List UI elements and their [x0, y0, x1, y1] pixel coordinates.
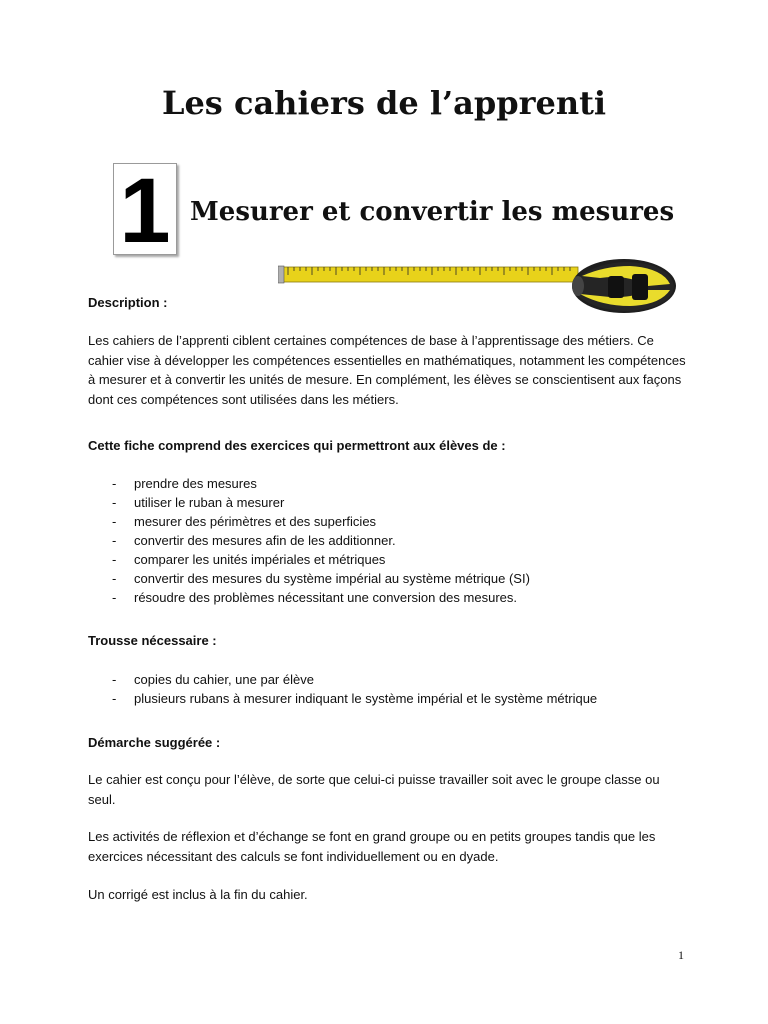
list-item: - mesurer des périmètres et des superficies: [112, 514, 377, 529]
list-item: - utiliser le ruban à mesurer: [112, 495, 285, 510]
objectives-label: Cette fiche comprend des exercices qui permettront aux élèves de :: [88, 438, 506, 453]
description-label: Description :: [88, 295, 168, 310]
list-item: - comparer les unités impériales et métriques: [112, 552, 386, 567]
list-item: - convertir des mesures du système impérial au système métrique (SI): [112, 571, 530, 586]
objectives-list: [88, 474, 530, 607]
kit-list: [88, 670, 597, 708]
approach-label: Démarche suggérée :: [88, 735, 221, 750]
list-item: - résoudre des problèmes nécessitant une conversion des mesures.: [112, 590, 517, 605]
list-item: - prendre des mesures: [112, 476, 257, 491]
chapter-number: 1: [119, 160, 171, 262]
list-item: - convertir des mesures afin de les additionner.: [112, 533, 396, 548]
chapter-title: Mesurer et convertir les mesures: [190, 197, 675, 227]
tape-measure-icon: [278, 256, 678, 314]
kit-label: Trousse nécessaire :: [88, 633, 217, 648]
page-number: 1: [678, 948, 684, 962]
description-text: Les cahiers de l’apprenti ciblent certaines compétences de base à l’apprentissage des métiers. Ce cahier vise à développer les compétences essentielles en mathématiques, notamment les compétences à mesurer et à convertir les unités de mesure. En complément, les élèves se conscientisent aux façons dont ces compétences sont utilisées dans les métiers.: [88, 333, 686, 407]
list-item: - copies du cahier, une par élève: [112, 672, 314, 687]
chapter-number-box: [113, 160, 177, 262]
approach-paragraph: Le cahier est conçu pour l’élève, de sorte que celui-ci puisse travailler soit avec le groupe classe ou seul.: [88, 772, 660, 807]
approach-paragraph: Les activités de réflexion et d’échange se font en grand groupe ou en petits groupes tandis que les exercices nécessitant des calculs se font individuellement ou en dyade.: [88, 829, 656, 864]
page-title: Les cahiers de l’apprenti: [161, 84, 607, 122]
list-item: - plusieurs rubans à mesurer indiquant le système impérial et le système métrique: [112, 691, 598, 706]
approach-paragraph: Un corrigé est inclus à la fin du cahier.: [88, 887, 308, 902]
